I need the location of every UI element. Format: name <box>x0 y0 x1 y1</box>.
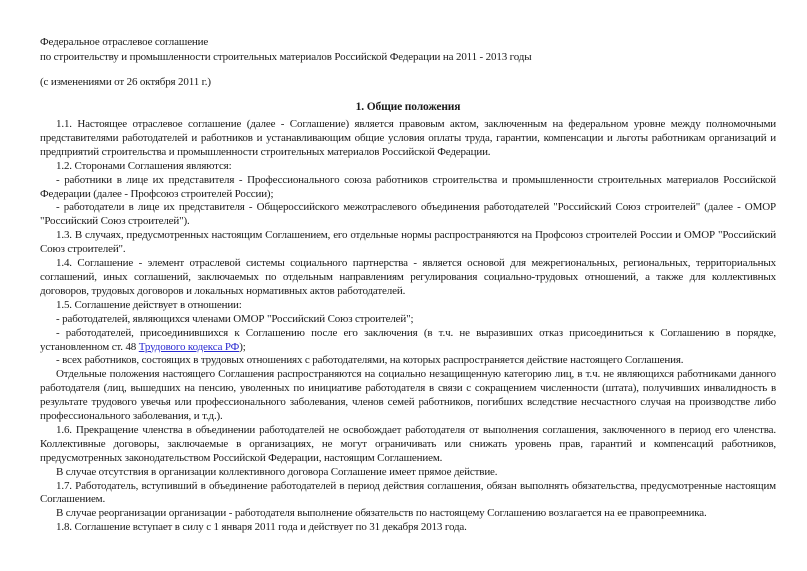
paragraph: - всех работников, состоящих в трудовых отношениях с работодателями, на которых распространяется действие настоящего Соглашения. <box>56 354 684 367</box>
paragraph-with-link <box>40 327 776 355</box>
paragraph: - работодатели в лице их представителя - Общероссийского межотраслевого объединения работодателей "Российский Союз строителей" (далее - ОМОР "Российский Союз строителей"). <box>40 201 776 228</box>
labor-code-link[interactable]: Трудового кодекса РФ <box>138 340 240 353</box>
paragraph: 1.7. Работодатель, вступивший в объединение работодателей в период действия соглашения, обязан выполнять обязательства, предусмотренные настоящим Соглашением. <box>40 479 776 506</box>
paragraph: В случае реорганизации организации - работодателя выполнение обязательств по настоящему Соглашению возлагается на ее правопреемника. <box>56 507 707 520</box>
paragraph: 1.8. Соглашение вступает в силу с 1 января 2011 года и действует по 31 декабря 2013 года. <box>56 521 467 534</box>
document-title-line-2: по строительству и промышленности строительных материалов Российской Федерации на 2011 - 2013 годы <box>40 51 532 63</box>
section-title: 1. Общие положения <box>355 101 461 113</box>
paragraph: 1.2. Сторонами Соглашения являются: <box>56 159 232 172</box>
paragraph-text: ); <box>239 340 246 353</box>
document-title-line-1: Федеральное отраслевое соглашение <box>40 36 209 48</box>
paragraph: 1.6. Прекращение членства в объединении работодателей не освобождает работодателя от выполнения соглашения, заключенного в период его членства. Коллективные договоры, заключаемые в организациях, не могут ограничивать или снижать уровень прав, гарантий и компенсаций работников, предусмотренных законодательством Российской Федерации, настоящим Соглашением. <box>40 423 776 464</box>
paragraph: В случае отсутствия в организации коллективного договора Соглашение имеет прямое действие. <box>56 465 498 478</box>
paragraph: - работодателей, являющихся членами ОМОР "Российский Союз строителей"; <box>56 312 414 325</box>
paragraph: 1.5. Соглашение действует в отношении: <box>56 298 242 311</box>
paragraph: 1.1. Настоящее отраслевое соглашение (далее - Соглашение) является правовым актом, заключенным на федеральном уровне между полномочными представителями работодателей и работников и устанавливающим общие условия оплаты труда, гарантии, компенсации и льготы работникам организаций и предприятий строительства и промышленности строительных материалов Российской Федерации. <box>40 118 776 158</box>
paragraph: 1.3. В случаях, предусмотренных настоящим Соглашением, его отдельные нормы распространяются на Профсоюз строителей России и ОМОР "Российский Союз строителей". <box>40 229 776 256</box>
amendments-note: (с изменениями от 26 октября 2011 г.) <box>40 76 211 88</box>
paragraph: - работники в лице их представителя - Профессионального союза работников строительства и промышленности строительных материалов Российской Федерации (далее - Профсоюз строителей России); <box>40 173 776 200</box>
paragraph-text: - работодателей, присоединившихся к Соглашению после его заключения (в т.ч. не выразивших отказ присоединиться к Соглашению в порядке, установленном ст. 48 <box>40 326 776 353</box>
paragraph: 1.4. Соглашение - элемент отраслевой системы социального партнерства - является основой для межрегиональных, региональных, территориальных соглашений, иных соглашений, заключаемых по отдельным направлениям регулирования социально-трудовых отношений, а также для коллективных договоров, трудовых договоров и локальных нормативных актов работодателей. <box>40 257 776 297</box>
paragraph: Отдельные положения настоящего Соглашения распространяются на социально незащищенную категорию лиц, в т.ч. не являющихся работниками данного работодателя (лиц, вышедших на пенсию, уволенных по инициативе работодателя в связи с сокращением численности (штата), получивших инвалидность в результате трудового увечья или профессионального заболевания, членов семей работников, погибших вследствие несчастного случая на производстве либо профессионального заболевания, и т.д.). <box>40 368 776 423</box>
document <box>40 35 776 535</box>
